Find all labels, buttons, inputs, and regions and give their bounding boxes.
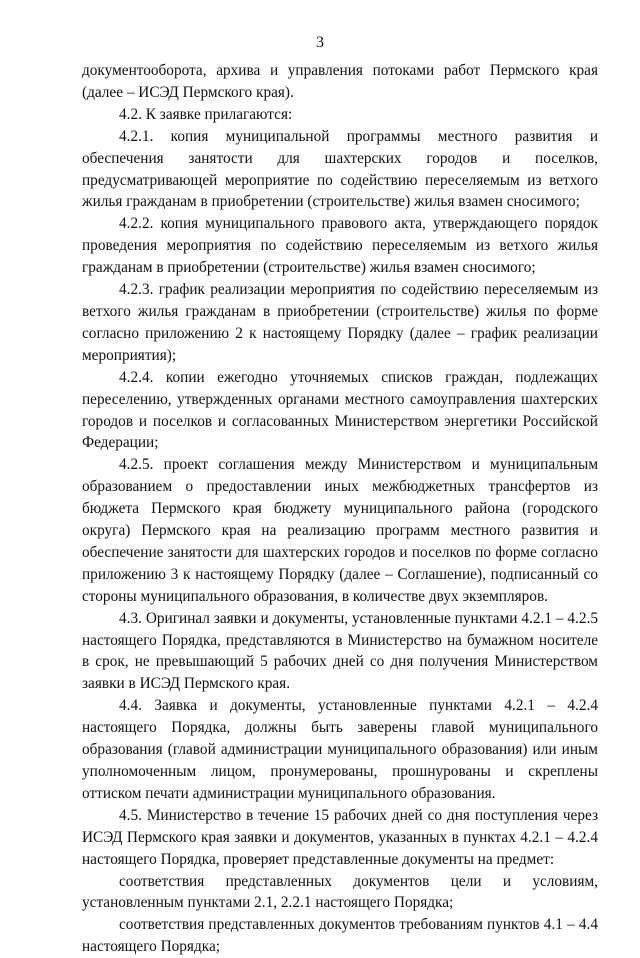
paragraph-4-5-item-1: соответствия представленных документов цели и условиям, установленным пунктами 2.1, 2.2.1 настоящего Порядка;	[82, 872, 598, 912]
paragraph-4-2-2: 4.2.2. копия муниципального правового акта, утверждающего порядок проведения мероприятия по содействию переселяемым из ветхого жилья гражданам в приобретении (строительстве) жилья взамен сносимого;	[82, 215, 598, 277]
page-number: 3	[316, 34, 324, 51]
paragraph-4-2: 4.2. К заявке прилагаются:	[119, 105, 293, 123]
paragraph-continuation: документооборота, архива и управления потоками работ Пермского края (далее – ИСЭД Пермского края).	[82, 62, 598, 101]
paragraph-4-2-4: 4.2.4. копии ежегодно уточняемых списков граждан, подлежащих переселению, утвержденных органами местного самоуправления шахтерских городов и поселков и согласованных Министерством энергетики Российской Федерации;	[82, 368, 598, 452]
paragraph-4-2-5: 4.2.5. проект соглашения между Министерством и муниципальным образованием о предоставлении иных межбюджетных трансфертов из бюджета Пермского края бюджету муниципального района (городского округа) Пермского края на реализацию программ местного развития и обеспечение занятости для шахтерских городов и поселков по форме согласно приложению 3 к настоящему Порядку (далее – Соглашение), подписанный со стороны муниципального образования, в количестве двух экземпляров.	[82, 456, 598, 605]
paragraph-4-3: 4.3. Оригинал заявки и документы, установленные пунктами 4.2.1 – 4.2.5 настоящего Порядка, представляются в Министерство на бумажном носителе в срок, не превышающий 5 рабочих дней со дня получения Министерством заявки в ИСЭД Пермского края.	[82, 609, 598, 693]
paragraph-4-5-item-2: соответствия представленных документов требованиям пунктов 4.1 – 4.4 настоящего Порядка;	[82, 916, 598, 956]
paragraph-4-2-1: 4.2.1. копия муниципальной программы местного развития и обеспечения занятости для шахтерских городов и поселков, предусматривающей мероприятие по содействию переселяемым из ветхого жилья гражданам в приобретении (строительстве) жилья взамен сносимого;	[82, 127, 598, 211]
paragraph-4-4: 4.4. Заявка и документы, установленные пунктами 4.2.1 – 4.2.4 настоящего Порядка, должны быть заверены главой муниципального образования (главой администрации муниципального образования) или иным уполномоченным лицом, пронумерованы, прошнурованы и скреплены оттиском печати администрации муниципального образования.	[82, 697, 598, 802]
paragraph-4-5: 4.5. Министерство в течение 15 рабочих дней со дня поступления через ИСЭД Пермского края заявки и документов, указанных в пунктах 4.2.1 – 4.2.4 настоящего Порядка, проверяет представленные документы на предмет:	[82, 806, 598, 868]
document-body	[82, 60, 598, 958]
paragraph-4-2-3: 4.2.3. график реализации мероприятия по содействию переселяемым из ветхого жилья гражданам в приобретении (строительстве) жилья по форме согласно приложению 2 к настоящему Порядку (далее – график реализации мероприятия);	[82, 281, 598, 364]
